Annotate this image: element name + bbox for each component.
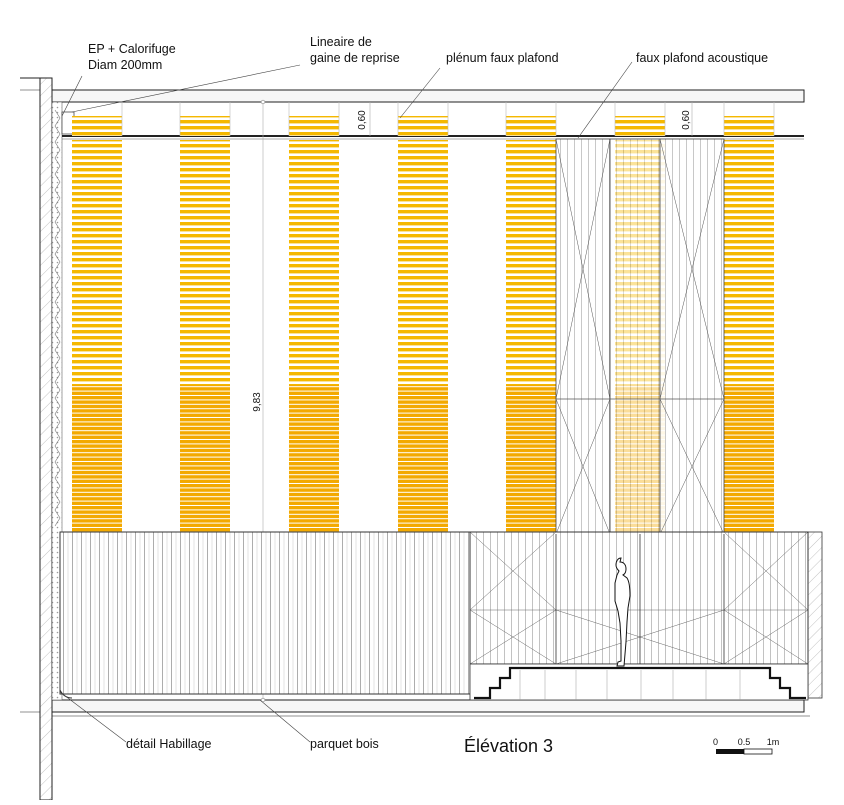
label-plenum: plénum faux plafond	[446, 51, 559, 65]
habillage-left	[60, 532, 470, 694]
acoustic-column	[724, 116, 774, 136]
label-gaine-reprise: gaine de reprise	[310, 51, 400, 65]
ceiling-slab	[52, 90, 804, 102]
right-edge-post	[808, 532, 822, 698]
acoustic-column-lower	[72, 385, 122, 532]
label-lineaire: Lineaire de	[310, 35, 372, 49]
acoustic-column	[398, 116, 448, 136]
plenum-dimension-left: 0,60	[357, 110, 368, 130]
label-faux-plafond: faux plafond acoustique	[636, 51, 769, 65]
acoustic-column	[180, 116, 230, 136]
drawing-title: Élévation 3	[464, 736, 554, 756]
acoustic-column-lower	[724, 385, 774, 532]
stage-podium	[470, 664, 808, 700]
acoustic-column	[615, 116, 665, 136]
acoustic-column-lower	[289, 385, 339, 532]
acoustic-column-upper	[398, 140, 448, 385]
acoustic-column-lower	[180, 385, 230, 532]
label-parquet: parquet bois	[310, 737, 379, 751]
label-ep-calorifuge: EP + Calorifuge	[88, 42, 176, 56]
label-detail-habillage: détail Habillage	[126, 737, 212, 751]
habillage-right	[470, 532, 808, 664]
acoustic-column-upper	[506, 140, 556, 385]
plenum-dimension-right: 0,60	[681, 110, 692, 130]
left-wall	[40, 78, 52, 800]
acoustic-column-upper	[289, 140, 339, 385]
acoustic-column-lower	[506, 385, 556, 532]
acoustic-column-upper	[724, 140, 774, 385]
acoustic-column	[72, 116, 122, 136]
acoustic-column-upper	[72, 140, 122, 385]
acoustic-slat-panels	[556, 139, 724, 534]
acoustic-column-lower	[398, 385, 448, 532]
acoustic-column-upper	[180, 140, 230, 385]
acoustic-column	[289, 116, 339, 136]
scale-bar	[713, 737, 779, 754]
floor-slab	[52, 700, 804, 712]
scale-tick-0: 0	[713, 737, 719, 747]
scale-tick-05: 0.5	[737, 737, 751, 747]
height-dimension-text: 9,83	[252, 392, 263, 412]
acoustic-column	[506, 116, 556, 136]
scale-tick-1m: 1m	[766, 737, 780, 747]
label-ep-diameter: Diam 200mm	[88, 58, 163, 72]
